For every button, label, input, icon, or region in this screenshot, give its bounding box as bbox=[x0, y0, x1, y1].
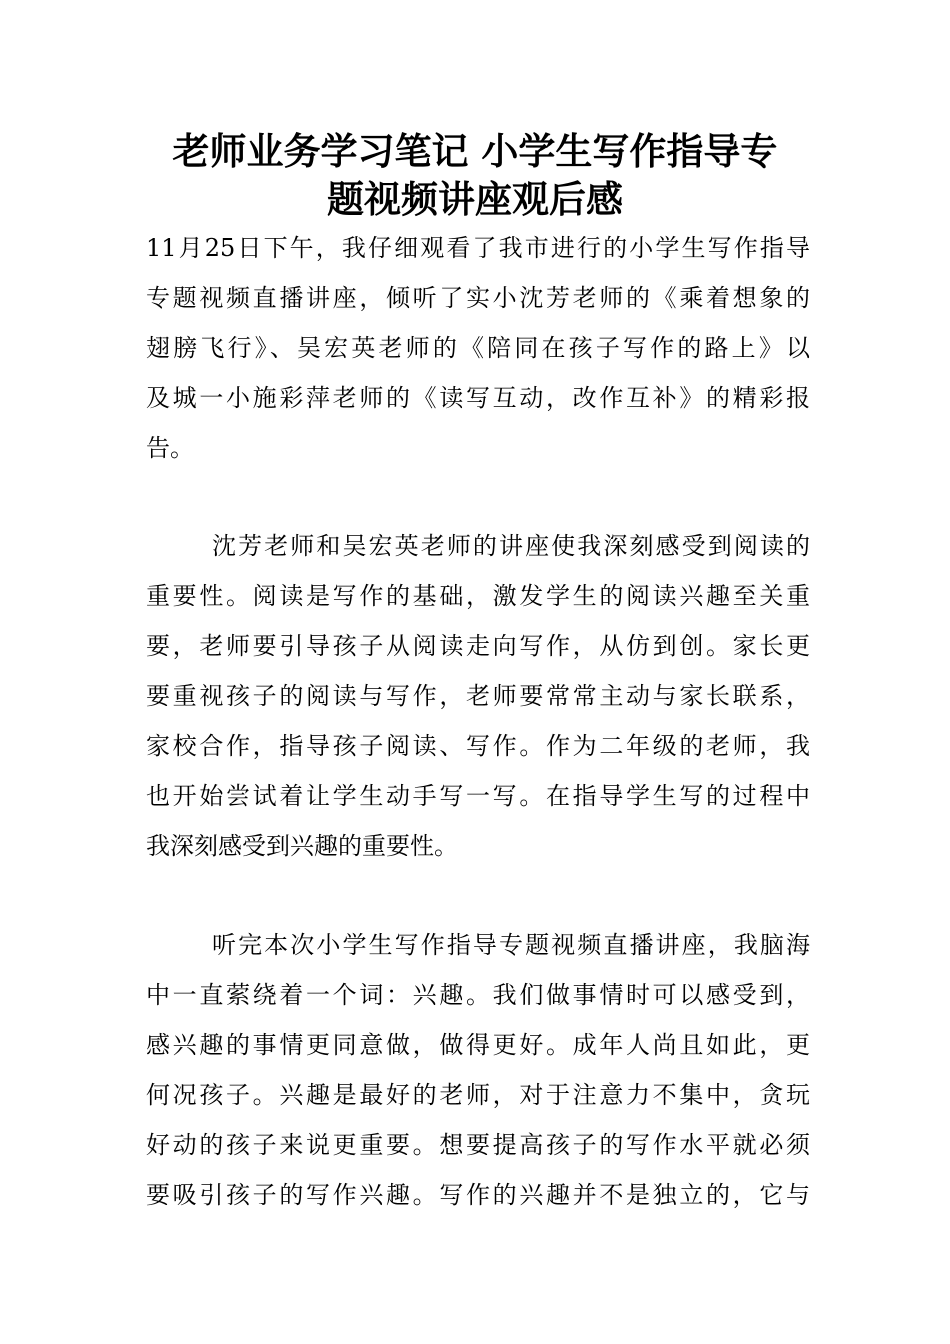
paragraph-line: 沈芳老师和吴宏英老师的讲座使我深刻感受到阅读的 bbox=[212, 532, 810, 560]
paragraph-line: 中一直萦绕着一个词：兴趣。我们做事情时可以感受到， bbox=[146, 981, 810, 1009]
paragraph-line: 告。 bbox=[146, 434, 194, 462]
paragraph-line: 家校合作，指导孩子阅读、写作。作为二年级的老师，我 bbox=[146, 732, 810, 760]
paragraph-line: 要吸引孩子的写作兴趣。写作的兴趣并不是独立的，它与 bbox=[146, 1181, 810, 1209]
document-title-line-2: 题视频讲座观后感 bbox=[327, 178, 623, 221]
paragraph-line: 我深刻感受到兴趣的重要性。 bbox=[146, 832, 458, 860]
paragraph-line: 也开始尝试着让学生动手写一写。在指导学生写的过程中 bbox=[146, 782, 810, 810]
paragraph-line: 何况孩子。兴趣是最好的老师，对于注意力不集中，贪玩 bbox=[146, 1081, 810, 1109]
paragraph-line: 听完本次小学生写作指导专题视频直播讲座，我脑海 bbox=[212, 931, 810, 959]
paragraph-line: 要重视孩子的阅读与写作，老师要常常主动与家长联系， bbox=[146, 682, 810, 710]
paragraph-line: 重要性。阅读是写作的基础，激发学生的阅读兴趣至关重 bbox=[146, 582, 810, 610]
paragraph-line: 感兴趣的事情更同意做，做得更好。成年人尚且如此，更 bbox=[146, 1031, 810, 1059]
paragraph-line: 专题视频直播讲座，倾听了实小沈芳老师的《乘着想象的 bbox=[146, 284, 810, 312]
paragraph-line: 好动的孩子来说更重要。想要提高孩子的写作水平就必须 bbox=[146, 1131, 810, 1159]
paragraph-line: 11月25日下午，我仔细观看了我市进行的小学生写作指导 bbox=[146, 234, 810, 262]
paragraph-line: 及城一小施彩萍老师的《读写互动，改作互补》的精彩报 bbox=[146, 384, 810, 412]
paragraph-line: 要，老师要引导孩子从阅读走向写作，从仿到创。家长更 bbox=[146, 632, 810, 660]
document-title-line-1: 老师业务学习笔记 小学生写作指导专 bbox=[172, 130, 778, 173]
paragraph-line: 翅膀飞行》、吴宏英老师的《陪同在孩子写作的路上》以 bbox=[146, 334, 810, 362]
